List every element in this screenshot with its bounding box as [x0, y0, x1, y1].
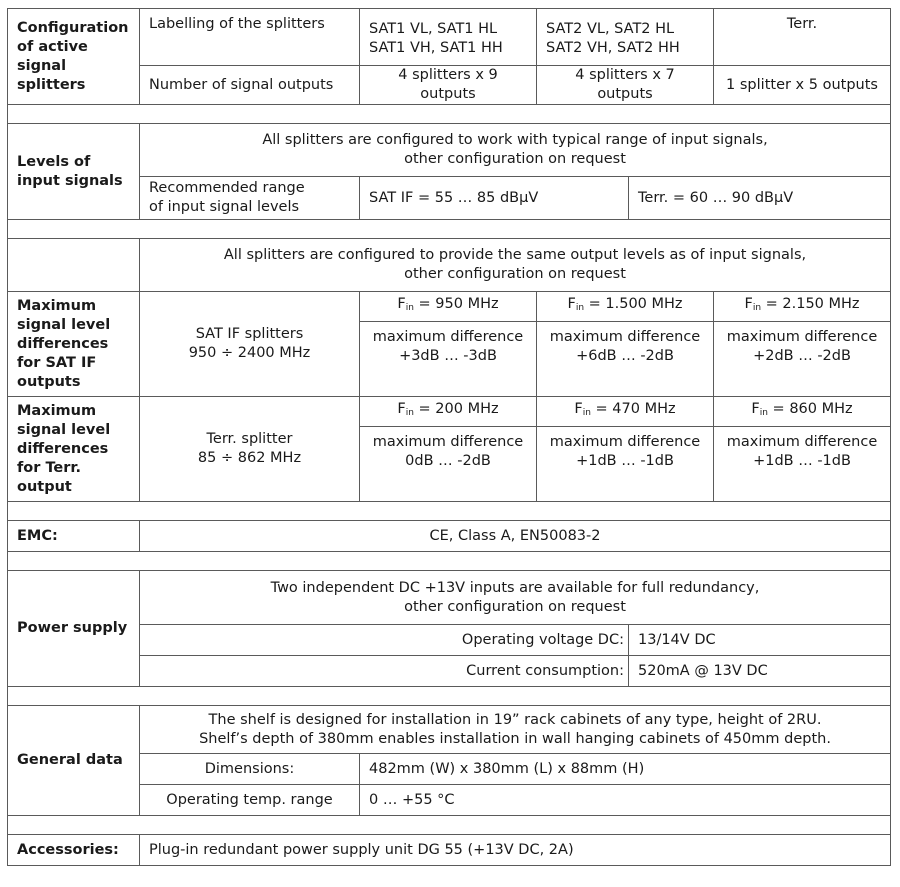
separator [8, 220, 891, 239]
voltage-label: Operating voltage DC: [140, 625, 629, 656]
separator [8, 816, 891, 835]
general-heading: General data [8, 706, 140, 816]
maxdiff-row-note [8, 239, 891, 292]
temp-value: 0 … +55 °C [360, 785, 891, 816]
general-note: The shelf is designed for installation in 19” rack cabinets of any type, height of 2RU. Shelf’s depth of 380mm enables installation in wall hanging cabinets of 450mm depth. [140, 706, 891, 754]
power-row-voltage [8, 625, 891, 656]
sat-diff-3: maximum difference +2dB … -2dB [714, 322, 891, 397]
spec-table [7, 8, 891, 866]
power-heading: Power supply [8, 571, 140, 687]
sat-diff-2: maximum difference +6dB … -2dB [537, 322, 714, 397]
separator [8, 105, 891, 124]
range-label: Recommended range of input signal levels [140, 177, 360, 220]
accessories-value: Plug-in redundant power supply unit DG 55 (+13V DC, 2A) [140, 835, 891, 866]
separator [8, 687, 891, 706]
range-terr: Terr. = 60 … 90 dBµV [629, 177, 891, 220]
separator [8, 552, 891, 571]
labelling-label: Labelling of the splitters [140, 9, 360, 66]
terr-freq-row [8, 397, 891, 427]
terr-diff-3: maximum difference +1dB … -1dB [714, 427, 891, 502]
sat-diff-1: maximum difference +3dB … -3dB [360, 322, 537, 397]
emc-heading: EMC: [8, 521, 140, 552]
sat-splitter-range: SAT IF splitters 950 ÷ 2400 MHz [140, 292, 360, 397]
outputs-sat1: 4 splitters x 9 outputs [360, 66, 537, 105]
config-row-outputs [8, 66, 891, 105]
levels-note: All splitters are configured to work with typical range of input signals, other configuration on request [140, 124, 891, 177]
emc-row [8, 521, 891, 552]
terr-diff-2: maximum difference +1dB … -1dB [537, 427, 714, 502]
current-value: 520mA @ 13V DC [629, 656, 891, 687]
levels-row-note [8, 124, 891, 177]
separator [8, 502, 891, 521]
levels-heading: Levels of input signals [8, 124, 140, 220]
sat-fin-2: $F_{in} = 1.500$ MHz [537, 292, 714, 322]
config-row-labelling [8, 9, 891, 66]
outputs-sat2: 4 splitters x 7 outputs [537, 66, 714, 105]
maxdiff-note: All splitters are configured to provide the same output levels as of input signals, other configuration on request [140, 239, 891, 292]
terr-fin-2: $F_{in} = 470$ MHz [537, 397, 714, 427]
maxdiff-note-blank [8, 239, 140, 292]
accessories-heading: Accessories: [8, 835, 140, 866]
terr-fin-1: $F_{in} = 200$ MHz [360, 397, 537, 427]
current-label: Current consumption: [140, 656, 629, 687]
accessories-row [8, 835, 891, 866]
terr-fin-3: $F_{in} = 860$ MHz [714, 397, 891, 427]
sat-maxdiff-heading: Maximum signal level differences for SAT IF outputs [8, 292, 140, 397]
sat-freq-row [8, 292, 891, 322]
outputs-terr: 1 splitter x 5 outputs [714, 66, 891, 105]
labelling-terr: Terr. [714, 9, 891, 66]
general-row-dimensions [8, 754, 891, 785]
power-row-current [8, 656, 891, 687]
voltage-value: 13/14V DC [629, 625, 891, 656]
labelling-sat1: SAT1 VL, SAT1 HL SAT1 VH, SAT1 HH [360, 9, 537, 66]
power-note: Two independent DC +13V inputs are available for full redundancy, other configuration on request [140, 571, 891, 625]
outputs-label: Number of signal outputs [140, 66, 360, 105]
levels-row-range [8, 177, 891, 220]
terr-splitter-range: Terr. splitter 85 ÷ 862 MHz [140, 397, 360, 502]
emc-value: CE, Class A, EN50083-2 [140, 521, 891, 552]
range-sat-if: SAT IF = 55 … 85 dBµV [360, 177, 629, 220]
terr-maxdiff-heading: Maximum signal level differences for Terr. output [8, 397, 140, 502]
config-heading: Configuration of active signal splitters [8, 9, 140, 105]
general-row-temp [8, 785, 891, 816]
power-row-note [8, 571, 891, 625]
general-row-note [8, 706, 891, 754]
labelling-sat2: SAT2 VL, SAT2 HL SAT2 VH, SAT2 HH [537, 9, 714, 66]
dimensions-label: Dimensions: [140, 754, 360, 785]
dimensions-value: 482mm (W) x 380mm (L) x 88mm (H) [360, 754, 891, 785]
temp-label: Operating temp. range [140, 785, 360, 816]
sat-fin-3: $F_{in} = 2.150$ MHz [714, 292, 891, 322]
terr-diff-1: maximum difference 0dB … -2dB [360, 427, 537, 502]
sat-fin-1: $F_{in} = 950$ MHz [360, 292, 537, 322]
